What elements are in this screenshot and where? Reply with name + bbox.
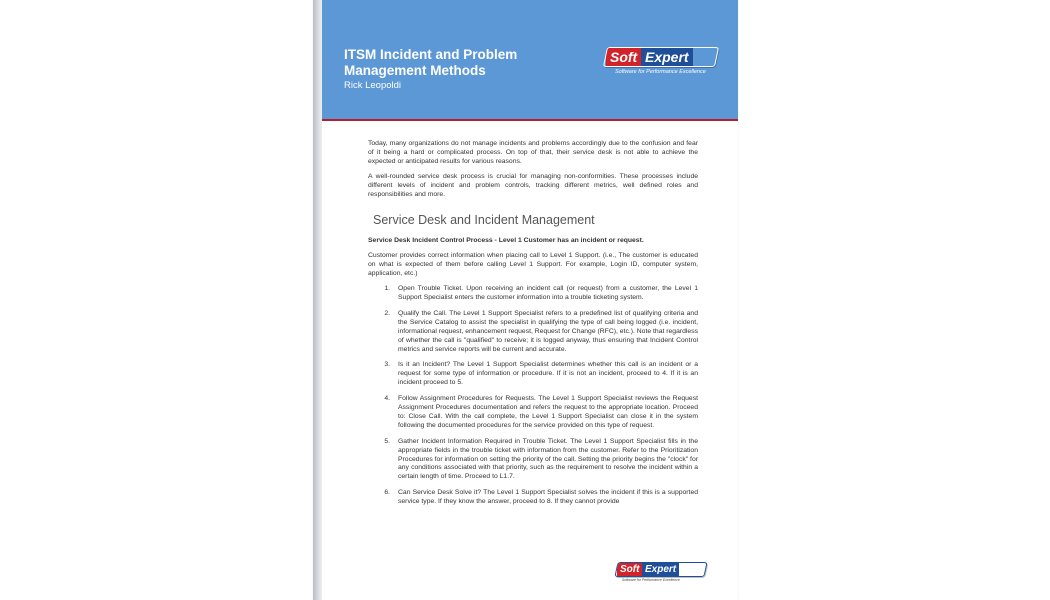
step-number: 4. — [384, 395, 390, 403]
document-author: Rick Leopoldi — [344, 80, 402, 91]
intro-paragraph-2: A well-rounded service desk process is crucial for managing non-conformities. These processes include different levels of incident and problem controls, tracking different metrics, well defined roles and responsibilities and more. — [368, 172, 698, 198]
step-text: Can Service Desk Solve it? The Level 1 Support Specialist solves the incident if this is a supported service type. If they know the answer, proceed to 8. If they cannot provide — [398, 489, 698, 506]
section-subhead: Service Desk Incident Control Process - Level 1 Customer has an incident or request. — [368, 237, 644, 245]
step-text: Is it an Incident? The Level 1 Support Specialist determines whether this call is an incident or a request for some type of information or procedure. If it is not an incident, proceed to 4. If it is an incident proceed to 5. — [398, 361, 698, 387]
step-text: Follow Assignment Procedures for Requests. The Level 1 Support Specialist reviews the Request Assignment Procedures documentation and refers the request to the appropriate location. Proceed to: Close Call. With the call complete, the Level 1 Support Specialist can close it in the system following the documented procedures for the service provided on this type of request. — [398, 395, 698, 429]
step-number: 3. — [384, 361, 390, 369]
list-item — [368, 310, 698, 355]
step-number: 2. — [384, 309, 390, 317]
list-item — [368, 395, 698, 431]
step-text: Qualify the Call. The Level 1 Support Specialist refers to a predefined list of qualifying criteria and the Service Catalog to assist the specialist in qualifying the type of call being logged (i.e. incident, informational request, enhancement request, Request for Change (RFC), etc.). Note that regardless of whether the call is "qualified" to receive; it is logged anyway, thus ensuring that Incident Control metrics and service reports will be current and accurate. — [398, 309, 698, 353]
step-number: 1. — [384, 285, 390, 293]
footer-logo-part-soft: Soft — [617, 563, 642, 576]
list-item — [368, 489, 698, 507]
footer-logo-part-expert: Expert — [642, 563, 679, 576]
list-item — [368, 438, 698, 483]
document-page — [313, 0, 738, 600]
document-body — [368, 140, 698, 514]
document-title: ITSM Incident and Problem Management Methods — [344, 47, 518, 78]
step-number: 6. — [384, 489, 390, 497]
step-number: 5. — [384, 437, 390, 445]
footer-softexpert-logo — [616, 562, 706, 582]
document-header — [313, 0, 738, 121]
process-steps-list — [368, 285, 698, 507]
logo-tagline: Software for Performance Excellence — [615, 69, 706, 75]
list-item — [368, 361, 698, 388]
logo-mark — [603, 47, 719, 67]
softexpert-logo — [605, 47, 717, 75]
footer-logo-mark — [614, 562, 707, 577]
page-binding-edge — [313, 0, 322, 600]
step-text: Gather Incident Information Required in Trouble Ticket. The Level 1 Support Specialist fills in the appropriate fields in the trouble ticket with information from the customer. Refer to the Prioritization Procedures for information on setting the priority of the call. Setting the priority begins the "clock" for any conditions associated with that priority, such as the requirement to resolve the incident within a certain length of time. Proceed to L1.7. — [398, 437, 698, 481]
logo-part-soft: Soft — [606, 48, 641, 66]
intro-paragraph-1: Today, many organizations do not manage incidents and problems accordingly due to the confusion and fear of it being a hard or complicated process. On top of that, their service desk is not able to achieve the expected or anticipated results for various reasons. — [368, 140, 698, 165]
logo-part-expert: Expert — [641, 48, 693, 66]
section-lead-paragraph: Customer provides correct information when placing call to Level 1 Support. (i.e., The customer is educated on what is expected of them before calling Level 1 Support. For example, Login ID, computer system, application, etc.) — [368, 252, 698, 278]
section-title: Service Desk and Incident Management — [373, 213, 595, 228]
step-text: Open Trouble Ticket. Upon receiving an incident call (or request) from a customer, the Level 1 Support Specialist enters the customer information into a trouble ticketing system. — [398, 285, 698, 301]
footer-logo-tagline: Software for Performance Excellence — [622, 578, 680, 582]
list-item — [368, 285, 698, 303]
